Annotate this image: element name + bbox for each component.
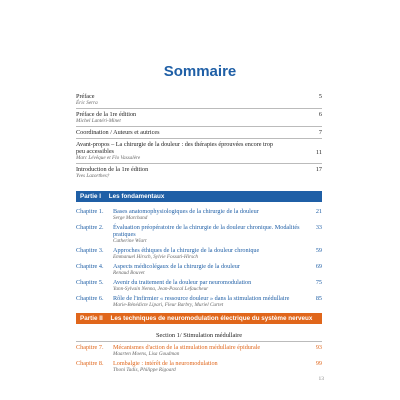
divider bbox=[76, 341, 322, 342]
chapter-6[interactable] bbox=[76, 295, 322, 308]
front-entry-avant-propos[interactable] bbox=[76, 141, 322, 161]
chapter-number: Chapitre 8. bbox=[76, 360, 104, 367]
chapter-page: 93 bbox=[315, 344, 322, 351]
chapter-2[interactable] bbox=[76, 224, 322, 244]
part-title: Les fondamentaux bbox=[108, 193, 165, 200]
entry-title: Avant-propos – La chirurgie de la douleur : des thérapies éprouvées encore trop peu accessibles bbox=[76, 141, 274, 155]
chapter-page: 21 bbox=[315, 208, 322, 215]
chapter-author: Marie-Bénédicte Lipari, Fleur Barbry, Muriel Curtet bbox=[113, 302, 224, 308]
part-1-header bbox=[76, 191, 322, 202]
divider bbox=[76, 108, 322, 109]
chapter-8[interactable] bbox=[76, 360, 322, 373]
entry-page: 17 bbox=[315, 166, 322, 173]
chapter-number: Chapitre 3. bbox=[76, 247, 104, 254]
front-entry-preface-first-edition[interactable] bbox=[76, 111, 322, 124]
chapter-number: Chapitre 1. bbox=[76, 208, 104, 215]
chapter-author: Maarten Moens, Lisa Goudman bbox=[113, 351, 180, 357]
chapter-title: Mécanismes d'action de la stimulation médullaire épidurale bbox=[113, 344, 261, 351]
chapter-author: Renaud Bouvet bbox=[113, 270, 145, 276]
page-number: 13 bbox=[318, 376, 324, 382]
chapter-1[interactable] bbox=[76, 208, 322, 221]
chapter-5[interactable] bbox=[76, 279, 322, 292]
page-title: Sommaire bbox=[163, 63, 237, 80]
chapter-3[interactable] bbox=[76, 247, 322, 260]
chapter-title: Approches éthiques de la chirurgie de la douleur chronique bbox=[113, 247, 260, 254]
entry-author: Marc Lévêque et Flo Vassalère bbox=[76, 155, 141, 161]
entry-page: 6 bbox=[318, 111, 322, 118]
chapter-author: Thoni Tadis, Philippe Rigoard bbox=[113, 367, 176, 373]
divider bbox=[76, 126, 322, 127]
chapter-page: 59 bbox=[315, 247, 322, 254]
chapter-title: Avenir du traitement de la douleur par neuromodulation bbox=[113, 279, 252, 286]
divider bbox=[76, 138, 322, 139]
chapter-title: Bases anatomophysiologiques de la chirurgie de la douleur bbox=[113, 208, 259, 215]
entry-author: Michel Lantéri-Minet bbox=[76, 118, 121, 124]
chapter-author: Emmanuel Hirsch, Sylvie Fossati-Hirsch bbox=[113, 254, 199, 260]
front-entry-preface[interactable] bbox=[76, 93, 322, 106]
entry-author: Yves Lazorthes† bbox=[76, 173, 110, 179]
entry-author: Éric Serra bbox=[76, 100, 98, 106]
chapter-4[interactable] bbox=[76, 263, 322, 276]
chapter-title: Rôle de l'infirmier « ressource douleur » dans la stimulation médullaire bbox=[113, 295, 290, 302]
divider bbox=[76, 163, 322, 164]
chapter-page: 85 bbox=[315, 295, 322, 302]
entry-page: 11 bbox=[316, 149, 322, 156]
entry-page: 7 bbox=[318, 129, 322, 136]
chapter-number: Chapitre 4. bbox=[76, 263, 104, 270]
chapter-7[interactable] bbox=[76, 344, 322, 357]
entry-title: Préface de la 1re édition bbox=[76, 111, 137, 118]
entry-title: Préface bbox=[76, 93, 95, 100]
entry-title: Introduction de la 1re édition bbox=[76, 166, 149, 173]
chapter-page: 99 bbox=[315, 360, 322, 367]
part-label: Partie I bbox=[80, 193, 101, 200]
chapter-author: Catherine Wiart bbox=[113, 238, 147, 244]
chapter-number: Chapitre 2. bbox=[76, 224, 104, 231]
section-heading: Section 1/ Stimulation médullaire bbox=[155, 332, 243, 339]
chapter-page: 75 bbox=[315, 279, 322, 286]
front-entry-introduction[interactable] bbox=[76, 166, 322, 179]
part-title: Les techniques de neuromodulation électrique du système nerveux bbox=[110, 315, 313, 322]
chapter-title: Aspects médicolégaux de la chirurgie de la douleur bbox=[113, 263, 240, 270]
entry-page: 5 bbox=[318, 93, 322, 100]
chapter-title: Évaluation préopératoire de la chirurgie de la douleur chronique. Modalités pratiques bbox=[113, 224, 300, 238]
front-entry-coordination[interactable] bbox=[76, 129, 322, 136]
entry-title: Coordination / Auteurs et autrices bbox=[76, 129, 160, 136]
chapter-number: Chapitre 5. bbox=[76, 279, 104, 286]
chapter-number: Chapitre 7. bbox=[76, 344, 104, 351]
chapter-number: Chapitre 6. bbox=[76, 295, 104, 302]
part-2-header bbox=[76, 313, 322, 324]
chapter-page: 33 bbox=[315, 224, 322, 231]
chapter-page: 69 bbox=[315, 263, 322, 270]
chapter-author: Yann-Sylvain Nenna, Jean-Pascal Lefaucheur bbox=[113, 286, 209, 292]
part-label: Partie II bbox=[80, 315, 103, 322]
chapter-title: Lombalgie : intérêt de la neuromodulation bbox=[113, 360, 218, 367]
chapter-author: Serge Marchand bbox=[113, 215, 148, 221]
